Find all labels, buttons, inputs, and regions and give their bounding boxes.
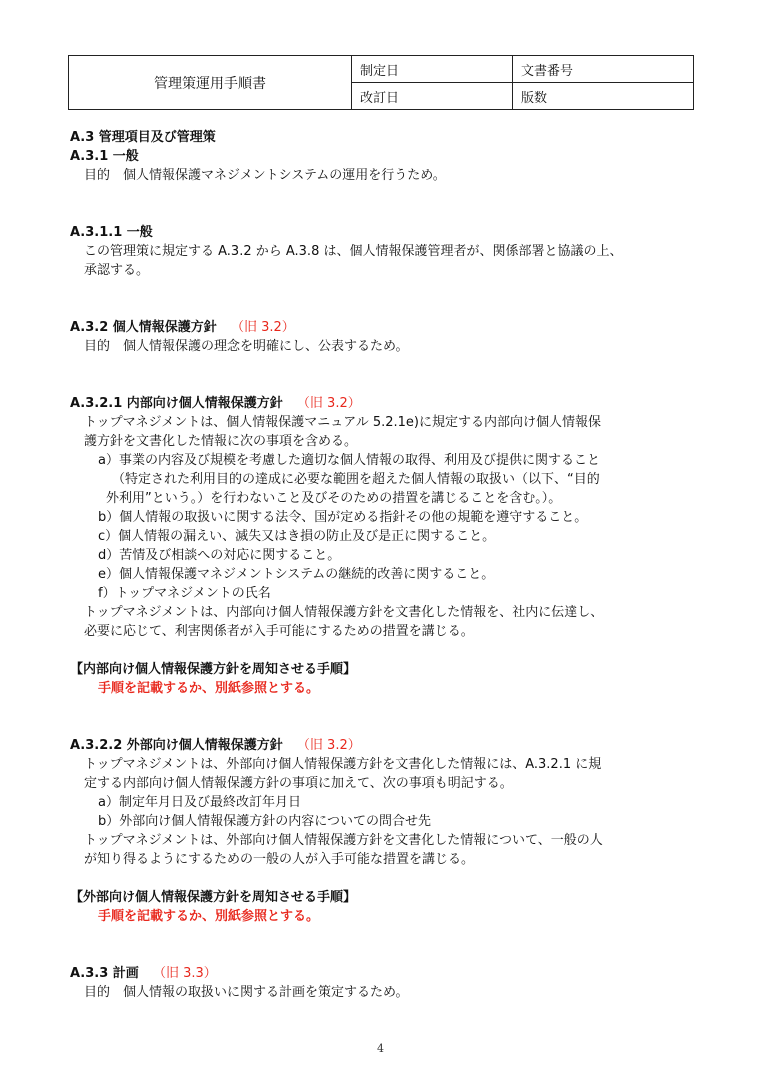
old-ref-a321: （旧 3.2）	[296, 396, 361, 411]
procedure-heading-internal: 【内部向け個人情報保護方針を周知させる手順】	[70, 662, 357, 677]
version-label: 版数	[513, 83, 694, 110]
section-heading-a3: A.3 管理項目及び管理策	[70, 130, 216, 145]
document-header-table	[68, 55, 694, 110]
page-number: 4	[377, 1042, 384, 1055]
document-body	[70, 128, 710, 1002]
list-item-a322-a: a）制定年月日及び最終改訂年月日	[98, 795, 301, 810]
list-item-a321-d: d）苦情及び相談への対応に関すること。	[98, 548, 341, 563]
list-item-a321-a-cont2: 外利用”という。）を行わないこと及びそのための措置を講じることを含む。）。	[106, 491, 562, 506]
section-heading-a31: A.3.1 一般	[70, 149, 139, 164]
body-a322-line3: トップマネジメントは、外部向け個人情報保護方針を文書化した情報について、一般の人	[84, 833, 603, 848]
body-a311-line1: この管理策に規定する A.3.2 から A.3.8 は、個人情報保護管理者が、関係部署と協議の上、	[84, 244, 623, 259]
old-ref-a33: （旧 3.3）	[152, 966, 217, 981]
list-item-a321-e: e）個人情報保護マネジメントシステムの継続的改善に関すること。	[98, 567, 495, 582]
body-a321-line2: 護方針を文書化した情報に次の事項を含める。	[84, 434, 358, 449]
body-a322-line1: トップマネジメントは、外部向け個人情報保護方針を文書化した情報には、A.3.2.1 に規	[84, 757, 602, 772]
body-a322-line4: が知り得るようにするための一般の人が入手可能な措置を講じる。	[84, 852, 475, 867]
document-number-label: 文書番号	[513, 56, 694, 83]
list-item-a321-b: b）個人情報の取扱いに関する法令、国が定める指針その他の規範を遵守すること。	[98, 510, 588, 525]
body-a311-line2: 承認する。	[84, 263, 150, 278]
body-a321-line3: トップマネジメントは、内部向け個人情報保護方針を文書化した情報を、社内に伝達し、	[84, 605, 604, 620]
body-a322-line2: 定する内部向け個人情報保護方針の事項に加えて、次の事項も明記する。	[84, 776, 513, 791]
section-heading-a322-row	[70, 736, 710, 755]
old-ref-a32: （旧 3.2）	[230, 320, 295, 335]
purpose-a33: 目的 個人情報の取扱いに関する計画を策定するため。	[84, 985, 409, 1000]
procedure-text-internal: 手順を記載するか、別紙参照とする。	[98, 681, 320, 696]
document-title: 管理策運用手順書	[69, 56, 352, 110]
section-heading-a321: A.3.2.1 内部向け個人情報保護方針	[70, 396, 283, 411]
list-item-a321-a-cont1: （特定された利用目的の達成に必要な範囲を超えた個人情報の取扱い（以下、“目的	[112, 472, 600, 487]
section-heading-a32: A.3.2 個人情報保護方針	[70, 320, 217, 335]
purpose-a32: 目的 個人情報保護の理念を明確にし、公表するため。	[84, 339, 409, 354]
revision-date-label: 改訂日	[352, 83, 513, 110]
section-heading-a33: A.3.3 計画	[70, 966, 139, 981]
list-item-a321-a: a）事業の内容及び規模を考慮した適切な個人情報の取得、利用及び提供に関すること	[98, 453, 600, 468]
procedure-text-external: 手順を記載するか、別紙参照とする。	[98, 909, 320, 924]
body-a321-line1: トップマネジメントは、個人情報保護マニュアル 5.2.1e)に規定する内部向け個人情報保	[84, 415, 601, 430]
section-heading-a32-row	[70, 318, 710, 337]
section-heading-a33-row	[70, 964, 710, 983]
purpose-a31: 目的 個人情報保護マネジメントシステムの運用を行うため。	[84, 168, 446, 183]
procedure-heading-external: 【外部向け個人情報保護方針を周知させる手順】	[70, 890, 357, 905]
list-item-a321-c: c）個人情報の漏えい、滅失又はき損の防止及び是正に関すること。	[98, 529, 496, 544]
established-date-label: 制定日	[352, 56, 513, 83]
section-heading-a322: A.3.2.2 外部向け個人情報保護方針	[70, 738, 283, 753]
list-item-a321-f: f）トップマネジメントの氏名	[98, 586, 271, 601]
section-heading-a321-row	[70, 394, 710, 413]
section-heading-a311: A.3.1.1 一般	[70, 225, 153, 240]
list-item-a322-b: b）外部向け個人情報保護方針の内容についての問合せ先	[98, 814, 431, 829]
body-a321-line4: 必要に応じて、利害関係者が入手可能にするための措置を講じる。	[84, 624, 474, 639]
old-ref-a322: （旧 3.2）	[296, 738, 361, 753]
